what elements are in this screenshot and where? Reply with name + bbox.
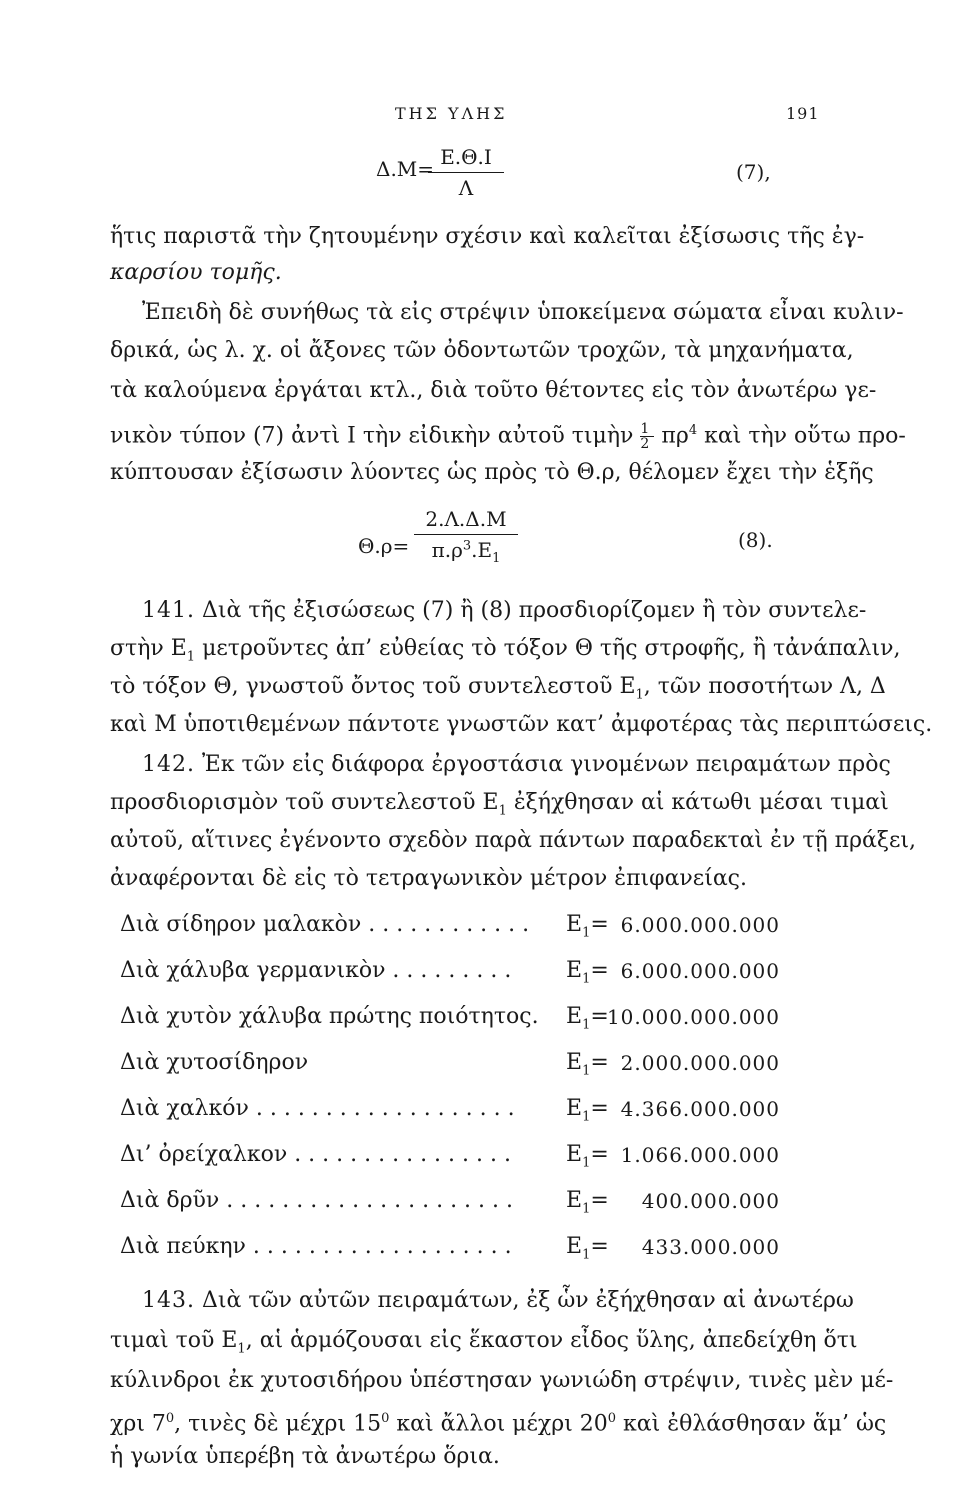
- fraction-bar: [414, 534, 518, 535]
- coefficient-value: 400.000.000: [641, 1189, 780, 1213]
- formula-7-tag: (7),: [736, 160, 771, 184]
- formula-8-denominator: $\pi.\rho^3.E_1$: [431, 538, 501, 566]
- coefficient-value: 433.000.000: [641, 1235, 780, 1259]
- table-row: [120, 1232, 780, 1262]
- section-141-line: τὸ τόξον Θ, γνωστοῦ ὄντος τοῦ συντελεστοῦ $E_1$, τῶν ποσοτήτων Λ, Δ: [110, 674, 886, 703]
- formula-8-numerator: 2.Λ.Δ.Μ: [425, 507, 507, 531]
- formula-8-fraction: [414, 507, 518, 566]
- coefficient-label: $E_1=$: [566, 1188, 609, 1217]
- coefficient-value: 6.000.000.000: [620, 959, 780, 983]
- coefficient-label: $E_1=$: [566, 1050, 609, 1079]
- formula-7-denominator: Λ: [458, 176, 474, 200]
- coefficient-label: $E_1=$: [566, 958, 609, 987]
- material-name: Διὰ χυτοσίδηρον: [120, 1050, 309, 1075]
- material-name: Διὰ δρῦν . . . . . . . . . . . . . . . . . . . . .: [120, 1188, 514, 1213]
- coefficient-label: $E_1=$: [566, 1234, 609, 1263]
- coefficient-value: 6.000.000.000: [620, 913, 780, 937]
- coefficient-label: $E_1=$: [566, 912, 609, 941]
- section-number: 143.: [142, 1288, 195, 1313]
- section-142-line: 142. Ἐκ τῶν εἰς διάφορα ἐργοστάσια γινομένων πειραμάτων πρὸς: [142, 752, 891, 777]
- section-143-line: τιμαὶ τοῦ $E_1$, αἱ ἁρμόζουσαι εἰς ἕκαστον εἶδος ὕλης, ἀπεδείχθη ὅτι: [110, 1328, 858, 1357]
- page-number: 191: [786, 104, 820, 123]
- table-row: [120, 956, 780, 986]
- coefficient-label: $E_1=$: [566, 1004, 609, 1033]
- coefficient-label: $E_1=$: [566, 1096, 609, 1125]
- text-line: κύπτουσαν ἐξίσωσιν λύοντες ὡς πρὸς τὸ Θ.ρ, θέλομεν ἔχει τὴν ἑξῆς: [110, 460, 874, 485]
- coefficient-value: 10.000.000.000: [606, 1005, 780, 1029]
- formula-8-lhs: Θ.ρ=: [358, 534, 410, 558]
- material-name: Διὰ πεύκην . . . . . . . . . . . . . . . . . . .: [120, 1234, 512, 1259]
- material-name: Δι’ ὀρείχαλκον . . . . . . . . . . . . . . . .: [120, 1142, 511, 1167]
- table-row: [120, 1048, 780, 1078]
- coefficient-value: 4.366.000.000: [620, 1097, 780, 1121]
- formula-7-fraction: [428, 145, 504, 200]
- table-row: [120, 1186, 780, 1216]
- section-143-line: 143. Διὰ τῶν αὐτῶν πειραμάτων, ἐξ ὧν ἐξήχθησαν αἱ ἀνωτέρω: [142, 1288, 854, 1313]
- coefficient-label: $E_1=$: [566, 1142, 609, 1171]
- formula-7-numerator: Ε.Θ.Ι: [440, 145, 492, 169]
- text-line: τὰ καλούμενα ἐργάται κτλ., διὰ τοῦτο θέτοντες εἰς τὸν ἀνωτέρω γε-: [110, 378, 877, 403]
- text-line: δρικά, ὡς λ. χ. οἱ ἄξονες τῶν ὀδοντωτῶν τροχῶν, τὰ μηχανήματα,: [110, 338, 854, 363]
- section-142-line: προσδιορισμὸν τοῦ συντελεστοῦ $E_1$ ἐξήχθησαν αἱ κάτωθι μέσαι τιμαὶ: [110, 790, 889, 819]
- section-143-line: χρι $7^0$, τινὲς δὲ μέχρι $15^0$ καὶ ἄλλοι μέχρι $20^0$ καὶ ἐθλάσθησαν ἅμ’ ὡς: [110, 1411, 887, 1437]
- fraction-bar: [428, 172, 504, 173]
- material-name: Διὰ σίδηρον μαλακὸν . . . . . . . . . . . .: [120, 912, 530, 937]
- table-row: [120, 910, 780, 940]
- text-line: καρσίου τομῆς.: [110, 260, 282, 285]
- table-row: [120, 1094, 780, 1124]
- section-141-line: καὶ Μ ὑποτιθεμένων πάντοτε γνωστῶν κατ’ ἀμφοτέρας τὰς περιπτώσεις.: [110, 712, 933, 737]
- table-row: [120, 1002, 780, 1032]
- section-143-line: ἡ γωνία ὑπερέβη τὰ ἀνωτέρω ὅρια.: [110, 1444, 500, 1469]
- material-name: Διὰ χαλκόν . . . . . . . . . . . . . . . . . . .: [120, 1096, 515, 1121]
- running-header-title: ΤΗΣ ΥΛΗΣ: [395, 104, 508, 123]
- coefficient-value: 2.000.000.000: [620, 1051, 780, 1075]
- material-name: Διὰ χάλυβα γερμανικὸν . . . . . . . . .: [120, 958, 512, 983]
- section-141-line: στὴν $E_1$ μετροῦντες ἀπ’ εὐθείας τὸ τόξον Θ τῆς στροφῆς, ἢ τἀνάπαλιν,: [110, 636, 901, 665]
- table-row: [120, 1140, 780, 1170]
- text-line-with-fraction: νικὸν τύπον (7) ἀντὶ Ι τὴν εἰδικὴν αὐτοῦ τιμὴν $\frac{1}{2}$ $\pi\rho^4$ καὶ τὴν οὕτω προ-: [110, 420, 906, 452]
- text-line: Ἐπειδὴ δὲ συνήθως τὰ εἰς στρέψιν ὑποκείμενα σώματα εἶναι κυλιν-: [142, 300, 904, 325]
- material-name: Διὰ χυτὸν χάλυβα πρώτης ποιότητος.: [120, 1004, 539, 1029]
- formula-8-tag: (8).: [738, 528, 773, 552]
- section-142-line: ἀναφέρονται δὲ εἰς τὸ τετραγωνικὸν μέτρον ἐπιφανείας.: [110, 866, 747, 891]
- section-number: 141.: [142, 598, 195, 623]
- text-line: ἥτις παριστᾶ τὴν ζητουμένην σχέσιν καὶ καλεῖται ἐξίσωσις τῆς ἐγ-: [110, 224, 865, 249]
- section-143-line: κύλινδροι ἐκ χυτοσιδήρου ὑπέστησαν γωνιώδη στρέψιν, τινὲς μὲν μέ-: [110, 1368, 894, 1393]
- section-number: 142.: [142, 752, 195, 777]
- formula-7-lhs: Δ.Μ=: [376, 157, 435, 181]
- coefficient-value: 1.066.000.000: [620, 1143, 780, 1167]
- section-141-line: 141. Διὰ τῆς ἐξισώσεως (7) ἢ (8) προσδιορίζομεν ἢ τὸν συντελε-: [142, 598, 867, 623]
- inline-fraction: $\frac{1}{2}$: [640, 422, 654, 451]
- section-142-line: αὐτοῦ, αἵτινες ἐγένοντο σχεδὸν παρὰ πάντων παραδεκταὶ ἐν τῇ πράξει,: [110, 828, 917, 853]
